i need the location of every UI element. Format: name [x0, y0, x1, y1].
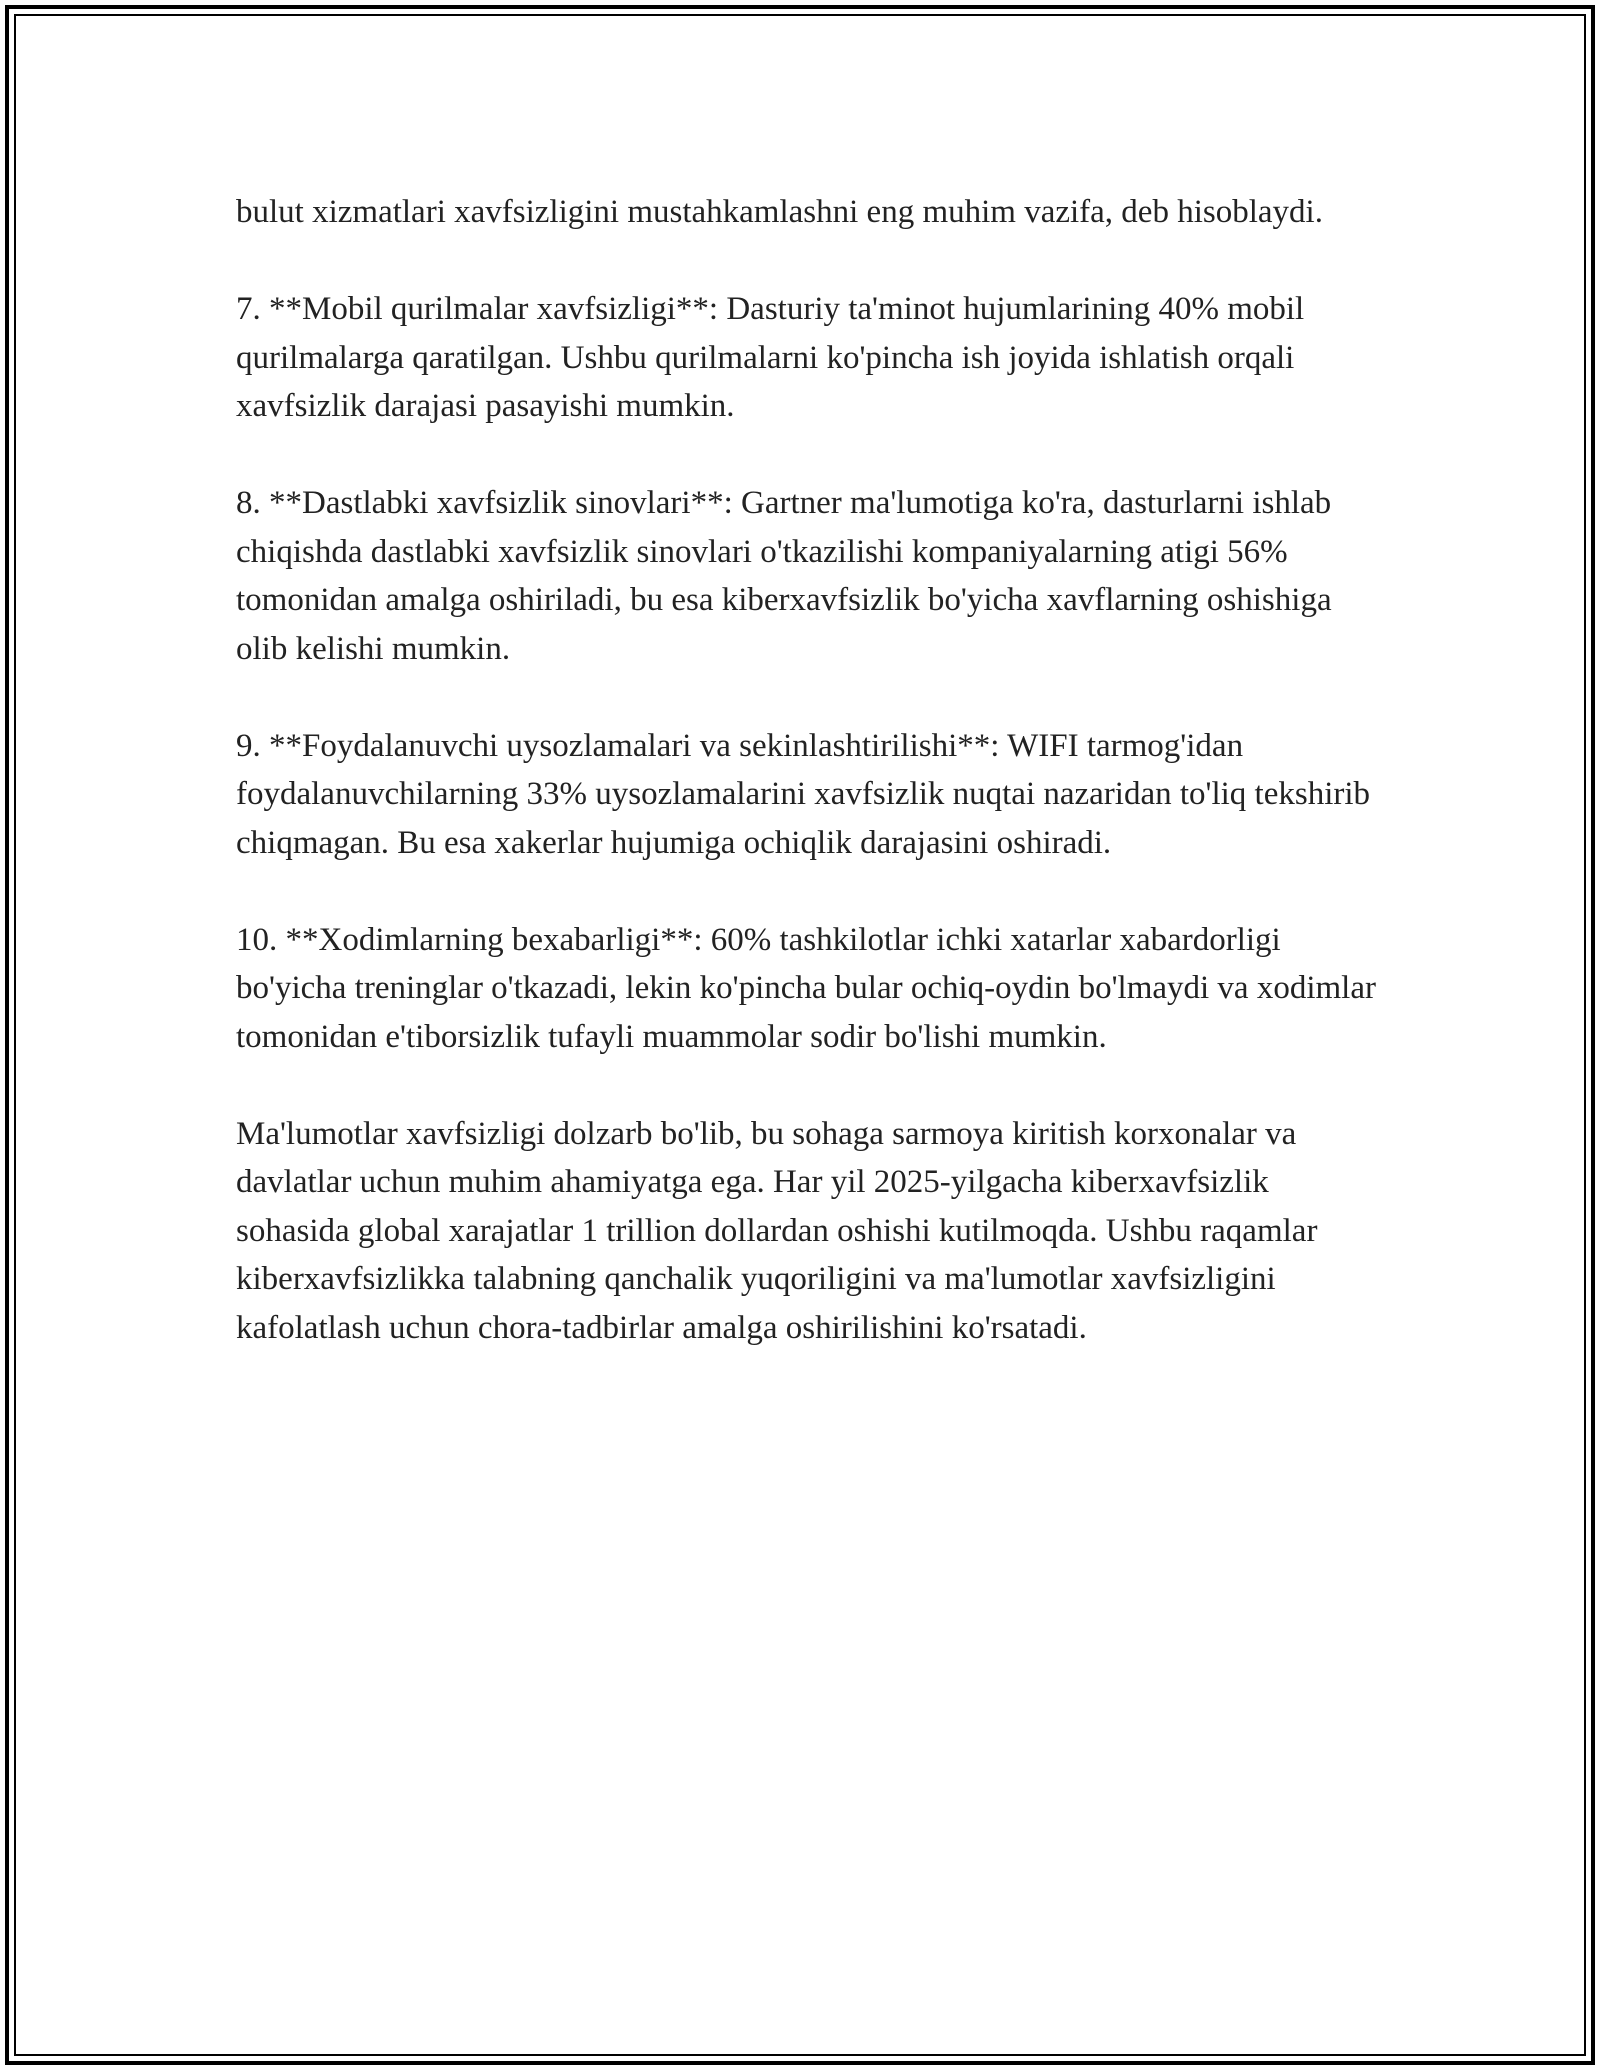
paragraph-intro-continuation: bulut xizmatlari xavfsizligini mustahkamlashni eng muhim vazifa, deb hisoblaydi.: [236, 194, 1323, 230]
paragraph-item-8: 8. **Dastlabki xavfsizlik sinovlari**: Gartner ma'lumotiga ko'ra, dasturlarni ishlab chiqishda dastlabki xavfsizlik sinovlari o'tkazilishi kompaniyalarning atigi 56% tomonidan amalga oshiriladi, bu esa kiberxavfsizlik bo'yicha xavflarning oshishiga olib kelishi mumkin.: [236, 485, 1332, 667]
paragraph-item-7: 7. **Mobil qurilmalar xavfsizligi**: Dasturiy ta'minot hujumlarining 40% mobil qurilmalarga qaratilgan. Ushbu qurilmalarni ko'pincha ish joyida ishlatish orqali xavfsizlik darajasi pasayishi mumkin.: [236, 291, 1305, 424]
document-body: [236, 188, 1376, 1401]
paragraph-conclusion: Ma'lumotlar xavfsizligi dolzarb bo'lib, bu sohaga sarmoya kiritish korxonalar va davlatlar uchun muhim ahamiyatga ega. Har yil 2025-yilgacha kiberxavfsizlik sohasida global xarajatlar 1 trillion dollardan oshishi kutilmoqda. Ushbu raqamlar kiberxavfsizlikka talabning qanchalik yuqoriligini va ma'lumotlar xavfsizligini kafolatlash uchun chora-tadbirlar amalga oshirilishini ko'rsatadi.: [236, 1115, 1318, 1346]
paragraph-item-9: 9. **Foydalanuvchi uysozlamalari va sekinlashtirilishi**: WIFI tarmog'idan foydalanuvchilarning 33% uysozlamalarini xavfsizlik nuqtai nazaridan to'liq tekshirib chiqmagan. Bu esa xakerlar hujumiga ochiqlik darajasini oshiradi.: [236, 727, 1371, 861]
paragraph-item-10: 10. **Xodimlarning bexabarligi**: 60% tashkilotlar ichki xatarlar xabardorligi bo'yicha treninglar o'tkazadi, lekin ko'pincha bular ochiq-oydin bo'lmaydi va xodimlar tomonidan e'tiborsizlik tufayli muammolar sodir bo'lishi mumkin.: [236, 921, 1376, 1055]
